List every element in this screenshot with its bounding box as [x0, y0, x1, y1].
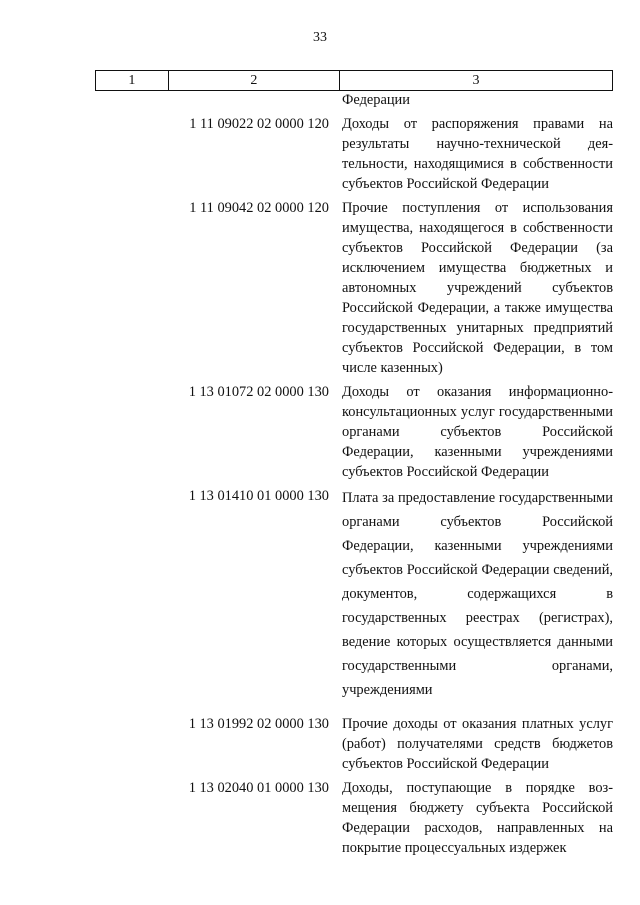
row-code: 1 13 01410 01 0000 130 — [188, 488, 329, 504]
row-description: Плата за предоставление государственными органами субъектов Российской Федерации, казенными учреждениями субъектов Российской Федерации сведений, документов, содержащихся в государственных реестрах (регистрах), ведение которых осуществляется данными государственными органами, учреждениями — [342, 490, 613, 698]
table-row — [95, 486, 613, 702]
table-row — [95, 778, 613, 858]
row-description: Доходы от распоряжения правами на результаты научно-технической деятельности, находящимися в собственности субъектов Российской Федерации — [342, 116, 613, 192]
header-col-3: 3 — [340, 71, 613, 91]
header-col-1: 1 — [96, 71, 169, 91]
table-row — [95, 198, 613, 378]
row-code: 1 13 01072 02 0000 130 — [188, 384, 329, 400]
row-description: Доходы от оказания информационно-консультационных услуг государственными органами субъектов Российской Федерации, казенными учреждениями субъектов Российской Федерации — [342, 384, 613, 480]
row-code: 1 11 09022 02 0000 120 — [189, 116, 329, 132]
row-description: Прочие доходы от оказания платных услуг (работ) получателями средств бюджетов субъектов Российской Федерации — [342, 716, 613, 772]
table-header-row — [96, 71, 613, 91]
table-row — [95, 114, 613, 194]
table-row-continuation — [95, 90, 613, 110]
row-code: 1 11 09042 02 0000 120 — [189, 200, 329, 216]
row-description: Доходы, поступающие в порядке возмещения бюджету субъекта Российской Федерации расходов, направленных на покрытие процессуальных издержек — [342, 780, 613, 856]
page-number: 33 — [313, 30, 327, 45]
row-code — [95, 90, 335, 110]
row-description: Федерации — [342, 92, 410, 108]
row-code: 1 13 02040 01 0000 130 — [188, 780, 329, 796]
table-row — [95, 382, 613, 482]
table-header — [95, 70, 613, 91]
row-description: Прочие поступления от использования имущества, находящегося в собственности субъектов Российской Федерации (за исключением имущества бюджетных и автономных учреждений субъектов Российской Федерации, а также имущества государственных унитарных предприятий субъектов Российской Федерации, в том числе казенных) — [342, 200, 613, 376]
header-col-2: 2 — [168, 71, 339, 91]
row-code: 1 13 01992 02 0000 130 — [188, 716, 329, 732]
table-body — [95, 90, 613, 858]
table-row — [95, 714, 613, 774]
